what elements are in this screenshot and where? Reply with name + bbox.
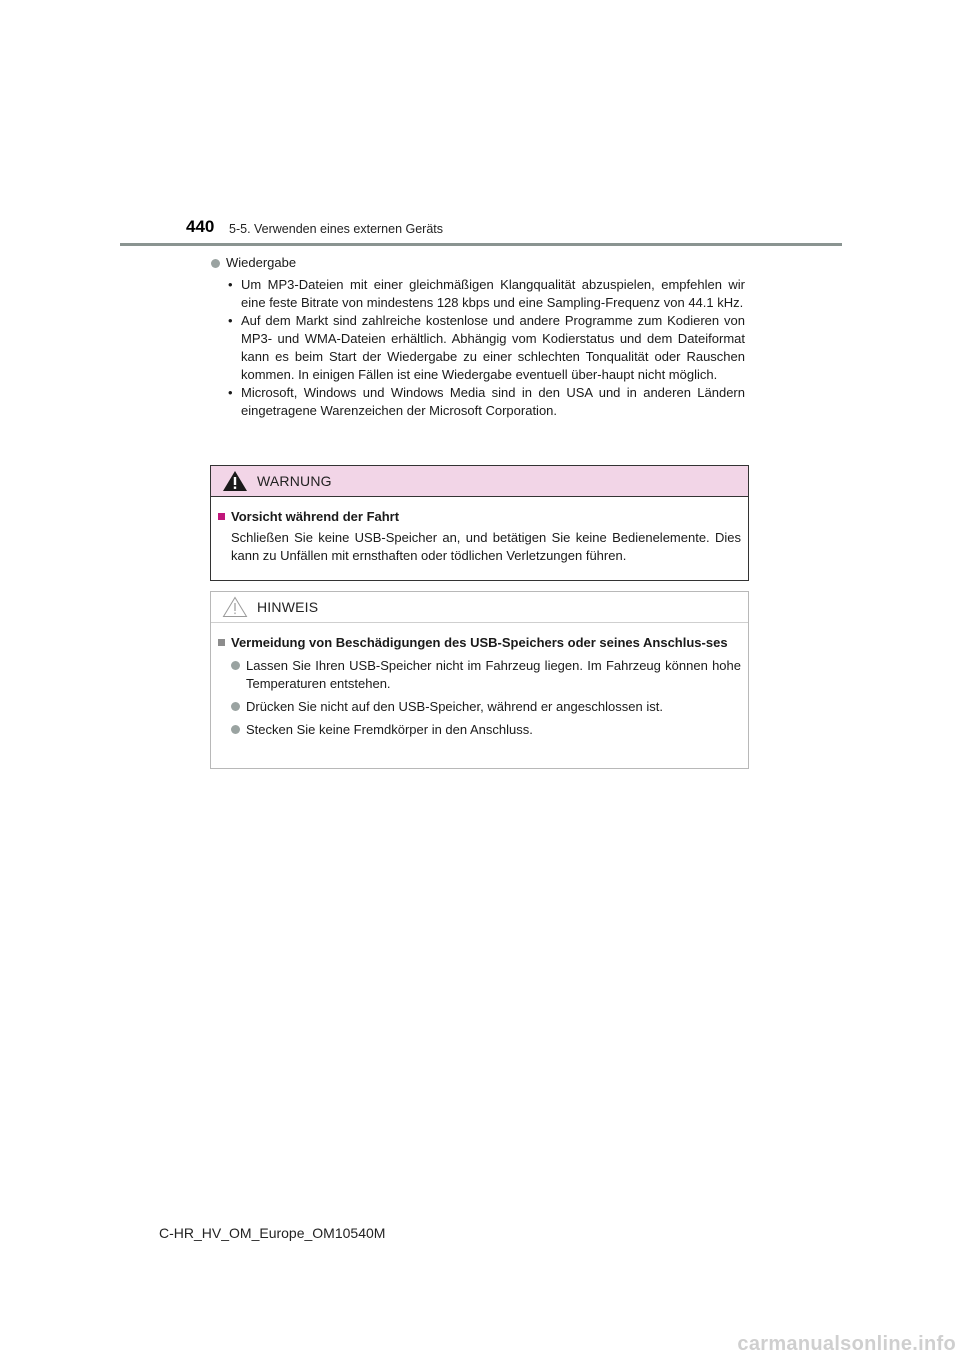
- list-item: [218, 657, 741, 693]
- list-item: [211, 384, 745, 420]
- list-item-text: Um MP3-Dateien mit einer gleichmäßigen Klangqualität abzuspielen, empfehlen wir eine feste Bitrate von mindestens 128 kbps und eine Sampling-Frequenz von 44.1 kHz.: [241, 277, 745, 310]
- document-id: C-HR_HV_OM_Europe_OM10540M: [159, 1225, 386, 1241]
- bullet-dot-icon: [211, 259, 220, 268]
- warning-text: Schließen Sie keine USB-Speicher an, und betätigen Sie keine Bedienelemente. Dies kann zu Unfällen mit ernsthaften oder tödlichen Verletzungen führen.: [231, 530, 741, 563]
- playback-list: [211, 276, 745, 420]
- notice-heading: Vermeidung von Beschädigungen des USB-Speichers oder seines Anschlus-ses: [231, 635, 728, 650]
- list-item-text: Stecken Sie keine Fremdkörper in den Anschluss.: [246, 722, 533, 737]
- square-bullet-icon: [218, 639, 225, 646]
- list-item: [218, 698, 741, 716]
- bullet-dot-icon: [231, 661, 240, 670]
- bullet-point-icon: •: [228, 385, 233, 400]
- list-item: [211, 312, 745, 384]
- playback-heading: Wiedergabe: [226, 255, 297, 270]
- caution-outline-triangle-icon: [222, 596, 248, 618]
- notice-header: [211, 592, 748, 623]
- header-rule: [120, 243, 842, 246]
- warning-heading-row: [218, 508, 741, 526]
- playback-section: [211, 254, 745, 420]
- list-item: [218, 721, 741, 739]
- watermark: carmanualsonline.info: [737, 1333, 956, 1355]
- bullet-dot-icon: [231, 725, 240, 734]
- list-item-text: Lassen Sie Ihren USB-Speicher nicht im Fahrzeug liegen. Im Fahrzeug können hohe Temperaturen entstehen.: [246, 658, 741, 691]
- list-item-text: Microsoft, Windows und Windows Media sind in den USA und in anderen Ländern eingetragene Warenzeichen der Microsoft Corporation.: [241, 385, 745, 418]
- page-number: 440: [186, 217, 215, 236]
- bullet-point-icon: •: [228, 313, 233, 328]
- list-item: [211, 276, 745, 312]
- warning-header: [211, 466, 748, 497]
- list-item-text: Auf dem Markt sind zahlreiche kostenlose und andere Programme zum Kodieren von MP3- und WMA-Dateien erhältlich. Abhängig vom Kodierstatus und dem Dateiformat kann es beim Start der Wiedergabe zu einer schlechten Tonqualität oder Rauschen kommen. In einigen Fällen ist eine Wiedergabe eventuell über-haupt nicht möglich.: [241, 313, 745, 382]
- notice-label: HINWEIS: [257, 599, 319, 615]
- bullet-point-icon: •: [228, 277, 233, 292]
- notice-heading-row: [218, 634, 741, 652]
- warning-heading: Vorsicht während der Fahrt: [231, 509, 400, 524]
- warning-triangle-icon: [222, 470, 248, 492]
- warning-label: WARNUNG: [257, 473, 332, 489]
- bullet-dot-icon: [231, 702, 240, 711]
- section-title: 5-5. Verwenden eines externen Geräts: [229, 222, 444, 236]
- list-item-text: Drücken Sie nicht auf den USB-Speicher, während er angeschlossen ist.: [246, 699, 663, 714]
- warning-box: [210, 465, 749, 581]
- square-bullet-icon: [218, 513, 225, 520]
- warning-body: [211, 497, 748, 565]
- notice-box: [210, 591, 749, 769]
- notice-body: [211, 623, 748, 739]
- playback-heading-row: [211, 254, 745, 272]
